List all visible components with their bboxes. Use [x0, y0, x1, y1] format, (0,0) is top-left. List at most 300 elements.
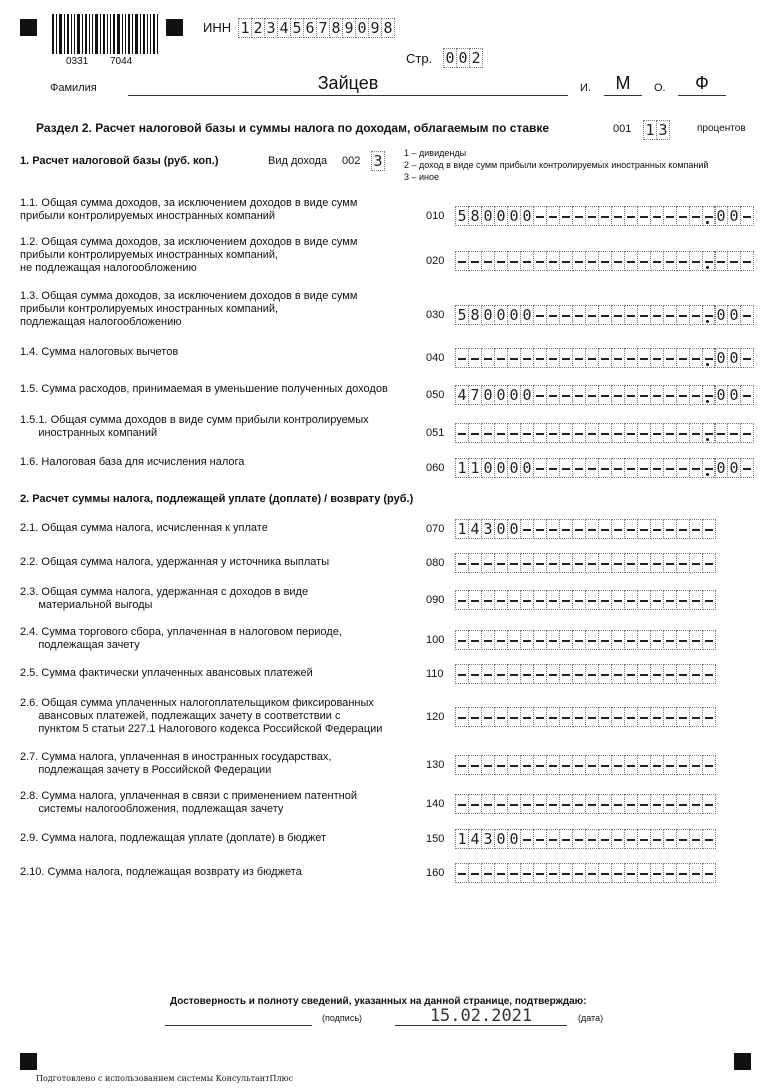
amount-digit-cell — [689, 794, 703, 814]
amount-digit-cell — [468, 251, 482, 271]
amount-digit-cell — [650, 458, 664, 478]
amount-digit-cell — [507, 755, 521, 775]
amount-digit-cell — [520, 707, 534, 727]
amount-digit-cell — [637, 755, 651, 775]
amount-digit-cell — [546, 794, 560, 814]
amount-digit-cell: 8 — [468, 305, 482, 325]
amount-digit-cell — [702, 829, 716, 849]
amount-digit-cell — [494, 755, 508, 775]
amount-digit-cell — [585, 423, 599, 443]
inn-field[interactable] — [238, 18, 394, 38]
amount-digit-cell — [533, 251, 547, 271]
amount-field[interactable] — [455, 519, 715, 539]
amount-digit-cell — [663, 385, 677, 405]
amount-digit-cell — [546, 664, 560, 684]
amount-digit-cell — [481, 348, 495, 368]
amount-digit-cell — [546, 755, 560, 775]
initial-i-value[interactable]: М — [615, 73, 631, 93]
amount-digit-cell — [455, 707, 469, 727]
amount-digit-cell — [455, 863, 469, 883]
amount-digit-cell — [611, 755, 625, 775]
amount-digit-cell — [702, 519, 716, 539]
kopeck-digit-cell — [727, 423, 741, 443]
amount-digit-cell — [481, 590, 495, 610]
amount-digit-cell — [611, 305, 625, 325]
amount-digit-cell: 0 — [494, 305, 508, 325]
amount-field[interactable] — [455, 206, 715, 226]
amount-digit-cell: 1 — [468, 458, 482, 478]
amount-digit-cell — [533, 519, 547, 539]
amount-digit-cell — [676, 206, 690, 226]
amount-digit-cell — [676, 385, 690, 405]
inn-digit-cell: 9 — [368, 18, 382, 38]
amount-digit-cell — [481, 664, 495, 684]
amount-digit-cell — [624, 423, 638, 443]
row-label: 2.3. Общая сумма налога, удержанная с доходов в виде материальной выгоды — [20, 586, 309, 611]
amount-digit-cell — [546, 630, 560, 650]
amount-digit-cell — [481, 863, 495, 883]
row-label: 2.5. Сумма фактически уплаченных авансовых платежей — [20, 667, 313, 679]
amount-digit-cell — [650, 385, 664, 405]
amount-digit-cell — [546, 590, 560, 610]
amount-digit-cell — [572, 707, 586, 727]
kopeck-digit-cell: 0 — [727, 206, 741, 226]
row-label: 1.6. Налоговая база для исчисления налога — [20, 456, 245, 468]
kopeck-digit-cell — [740, 458, 754, 478]
amount-digit-cell — [533, 794, 547, 814]
amount-digit-cell: 1 — [455, 519, 469, 539]
amount-digit-cell — [468, 423, 482, 443]
amount-digit-cell — [650, 664, 664, 684]
amount-digit-cell — [598, 707, 612, 727]
amount-digit-cell — [663, 519, 677, 539]
kopeck-digit-cell — [740, 348, 754, 368]
row-code: 100 — [426, 633, 445, 646]
amount-digit-cell — [468, 348, 482, 368]
amount-digit-cell — [637, 206, 651, 226]
amount-digit-cell — [598, 305, 612, 325]
amount-digit-cell — [533, 385, 547, 405]
amount-digit-cell: 0 — [520, 206, 534, 226]
amount-digit-cell — [559, 423, 573, 443]
amount-digit-cell — [650, 553, 664, 573]
amount-digit-cell — [663, 458, 677, 478]
amount-digit-cell — [611, 385, 625, 405]
amount-digit-cell: 5 — [455, 206, 469, 226]
amount-field[interactable] — [455, 755, 715, 775]
inn-digit-cell: 1 — [238, 18, 252, 38]
amount-digit-cell — [546, 519, 560, 539]
amount-digit-cell — [624, 590, 638, 610]
amount-digit-cell — [559, 755, 573, 775]
amount-digit-cell — [611, 630, 625, 650]
amount-digit-cell — [637, 630, 651, 650]
amount-digit-cell — [546, 385, 560, 405]
kopeck-field[interactable] — [714, 385, 753, 405]
amount-digit-cell — [676, 553, 690, 573]
amount-digit-cell — [689, 519, 703, 539]
amount-digit-cell: 0 — [494, 829, 508, 849]
amount-digit-cell — [559, 348, 573, 368]
row-code: 050 — [426, 389, 445, 401]
amount-field[interactable] — [455, 553, 715, 573]
row-label: 1.3. Общая сумма доходов, за исключением доходов в виде сумм прибыли контролируемых иностранных компаний, подлежащая налогообложению — [20, 290, 358, 328]
amount-digit-cell: 8 — [468, 206, 482, 226]
amount-digit-cell — [533, 305, 547, 325]
amount-digit-cell — [481, 423, 495, 443]
amount-field[interactable] — [455, 664, 715, 684]
income-type-field[interactable] — [371, 151, 384, 171]
amount-digit-cell — [455, 630, 469, 650]
amount-digit-cell — [598, 553, 612, 573]
amount-digit-cell — [598, 590, 612, 610]
amount-digit-cell — [585, 305, 599, 325]
amount-field[interactable] — [455, 590, 715, 610]
inn-digit-cell: 9 — [342, 18, 356, 38]
option-1: 1 – дивиденды — [404, 148, 467, 158]
amount-digit-cell — [650, 206, 664, 226]
amount-digit-cell — [637, 829, 651, 849]
amount-digit-cell — [624, 519, 638, 539]
row-label: 2.4. Сумма торгового сбора, уплаченная в налоговом периоде, подлежащая зачету — [20, 626, 342, 651]
kopeck-digit-cell — [727, 251, 741, 271]
row-label: 2.6. Общая сумма уплаченных налогоплательщиком фиксированных авансовых платежей, подлежащих зачету в соответствии с пунктом 5 статьи 227.1 Налогового кодекса Российской Федерации — [20, 697, 383, 735]
kopeck-digit-cell: 0 — [714, 206, 728, 226]
row-label: 1.5. Сумма расходов, принимаемая в уменьшение полученных доходов — [20, 383, 388, 395]
decimal-point — [706, 266, 709, 269]
amount-digit-cell — [663, 553, 677, 573]
surname-underline — [128, 95, 568, 96]
amount-digit-cell: 0 — [520, 305, 534, 325]
signature-line[interactable] — [165, 1025, 312, 1026]
amount-digit-cell — [507, 423, 521, 443]
rate-unit: процентов — [697, 123, 746, 134]
amount-digit-cell — [559, 385, 573, 405]
amount-digit-cell — [507, 553, 521, 573]
amount-digit-cell — [676, 305, 690, 325]
amount-digit-cell — [676, 863, 690, 883]
amount-digit-cell — [559, 794, 573, 814]
kopeck-digit-cell: 0 — [727, 385, 741, 405]
amount-digit-cell — [494, 863, 508, 883]
amount-digit-cell — [702, 664, 716, 684]
amount-digit-cell — [676, 458, 690, 478]
amount-digit-cell — [611, 794, 625, 814]
amount-digit-cell — [624, 863, 638, 883]
amount-field[interactable] — [455, 707, 715, 727]
kopeck-field[interactable] — [714, 348, 753, 368]
amount-field[interactable] — [455, 251, 715, 271]
amount-digit-cell — [624, 305, 638, 325]
amount-digit-cell — [676, 829, 690, 849]
amount-digit-cell — [598, 794, 612, 814]
amount-digit-cell — [598, 519, 612, 539]
kopeck-digit-cell — [714, 423, 728, 443]
amount-digit-cell — [559, 829, 573, 849]
amount-digit-cell — [650, 863, 664, 883]
amount-digit-cell — [663, 630, 677, 650]
amount-digit-cell — [455, 348, 469, 368]
amount-digit-cell — [468, 630, 482, 650]
date-line — [395, 1025, 567, 1026]
confirm-text: Достоверность и полноту сведений, указанных на данной странице, подтверждаю: — [170, 996, 587, 1007]
amount-digit-cell — [689, 630, 703, 650]
amount-digit-cell: 0 — [507, 829, 521, 849]
inn-digit-cell: 7 — [316, 18, 330, 38]
amount-digit-cell — [559, 305, 573, 325]
row-code: 030 — [426, 309, 445, 321]
amount-digit-cell — [676, 590, 690, 610]
amount-digit-cell: 3 — [481, 519, 495, 539]
amount-digit-cell — [585, 251, 599, 271]
amount-digit-cell: 0 — [520, 458, 534, 478]
amount-digit-cell — [702, 707, 716, 727]
row-code: 130 — [426, 758, 445, 771]
amount-digit-cell — [663, 348, 677, 368]
page-number-field[interactable] — [443, 48, 482, 68]
amount-digit-cell — [481, 707, 495, 727]
amount-digit-cell: 0 — [507, 385, 521, 405]
amount-digit-cell — [585, 519, 599, 539]
amount-digit-cell: 4 — [468, 829, 482, 849]
amount-digit-cell — [689, 348, 703, 368]
amount-digit-cell — [494, 423, 508, 443]
amount-digit-cell — [507, 590, 521, 610]
inn-digit-cell: 6 — [303, 18, 317, 38]
amount-digit-cell — [611, 348, 625, 368]
amount-digit-cell — [585, 630, 599, 650]
amount-digit-cell — [702, 794, 716, 814]
amount-digit-cell — [585, 590, 599, 610]
amount-digit-cell — [585, 553, 599, 573]
amount-digit-cell — [663, 794, 677, 814]
option-3: 3 – иное — [404, 172, 440, 182]
amount-digit-cell — [611, 206, 625, 226]
amount-digit-cell — [624, 794, 638, 814]
amount-digit-cell — [520, 590, 534, 610]
amount-digit-cell — [533, 553, 547, 573]
amount-digit-cell — [559, 863, 573, 883]
amount-digit-cell — [455, 794, 469, 814]
amount-digit-cell — [650, 794, 664, 814]
barcode — [52, 14, 160, 54]
amount-digit-cell — [520, 251, 534, 271]
amount-digit-cell — [598, 664, 612, 684]
amount-digit-cell — [572, 755, 586, 775]
kopeck-field[interactable] — [714, 423, 753, 443]
amount-digit-cell — [520, 630, 534, 650]
row-code: 060 — [426, 462, 445, 474]
amount-digit-cell — [689, 590, 703, 610]
amount-digit-cell — [455, 553, 469, 573]
amount-digit-cell — [546, 458, 560, 478]
amount-digit-cell — [481, 251, 495, 271]
amount-digit-cell: 1 — [455, 829, 469, 849]
amount-digit-cell — [481, 630, 495, 650]
amount-digit-cell — [702, 630, 716, 650]
amount-digit-cell — [689, 664, 703, 684]
amount-digit-cell: 0 — [481, 305, 495, 325]
page-digit-cell: 0 — [443, 48, 457, 68]
decimal-point — [706, 438, 709, 441]
kopeck-field[interactable] — [714, 251, 753, 271]
amount-digit-cell — [689, 385, 703, 405]
amount-digit-cell — [689, 458, 703, 478]
amount-digit-cell — [624, 251, 638, 271]
amount-digit-cell — [663, 590, 677, 610]
amount-digit-cell — [533, 348, 547, 368]
amount-digit-cell — [689, 553, 703, 573]
decimal-point — [706, 473, 709, 476]
amount-digit-cell: 0 — [494, 385, 508, 405]
amount-field[interactable] — [455, 630, 715, 650]
kopeck-digit-cell — [740, 251, 754, 271]
amount-digit-cell — [598, 423, 612, 443]
amount-digit-cell — [689, 829, 703, 849]
amount-digit-cell — [676, 348, 690, 368]
amount-digit-cell: 3 — [481, 829, 495, 849]
amount-digit-cell — [598, 251, 612, 271]
row-code: 040 — [426, 352, 445, 364]
amount-digit-cell — [689, 305, 703, 325]
page-digit-cell: 2 — [469, 48, 483, 68]
amount-digit-cell — [689, 251, 703, 271]
kopeck-field[interactable] — [714, 206, 753, 226]
amount-digit-cell — [689, 206, 703, 226]
amount-digit-cell: 7 — [468, 385, 482, 405]
row-label: 2.8. Сумма налога, уплаченная в связи с применением патентной системы налогообложения, подлежащая зачету — [20, 790, 357, 815]
kopeck-field[interactable] — [714, 458, 753, 478]
credit-text: Подготовлено с использованием системы КонсультантПлюс — [36, 1074, 294, 1083]
amount-digit-cell — [676, 794, 690, 814]
amount-digit-cell — [637, 251, 651, 271]
amount-digit-cell: 0 — [494, 519, 508, 539]
row-code: 090 — [426, 593, 445, 606]
amount-field[interactable] — [455, 423, 715, 443]
amount-digit-cell — [624, 664, 638, 684]
amount-digit-cell — [546, 423, 560, 443]
amount-digit-cell — [650, 423, 664, 443]
amount-digit-cell — [520, 863, 534, 883]
amount-digit-cell: 0 — [481, 458, 495, 478]
initial-i-underline — [604, 95, 642, 96]
row-label: 2.7. Сумма налога, уплаченная в иностранных государствах, подлежащая зачету в Российской Федерации — [20, 751, 332, 776]
amount-digit-cell — [572, 251, 586, 271]
amount-digit-cell — [494, 553, 508, 573]
amount-digit-cell — [663, 251, 677, 271]
amount-digit-cell — [507, 251, 521, 271]
amount-digit-cell — [650, 630, 664, 650]
amount-digit-cell — [637, 863, 651, 883]
amount-digit-cell — [572, 206, 586, 226]
inn-digit-cell: 8 — [381, 18, 395, 38]
row-code: 150 — [426, 833, 445, 845]
amount-digit-cell — [468, 664, 482, 684]
amount-digit-cell — [637, 519, 651, 539]
amount-digit-cell — [663, 707, 677, 727]
amount-digit-cell — [663, 755, 677, 775]
amount-digit-cell — [455, 251, 469, 271]
income-type-code: 002 — [342, 155, 361, 167]
kopeck-digit-cell: 0 — [714, 458, 728, 478]
amount-digit-cell — [520, 348, 534, 368]
amount-digit-cell: 4 — [455, 385, 469, 405]
amount-field[interactable] — [455, 305, 715, 325]
amount-field[interactable] — [455, 458, 715, 478]
date-value[interactable]: 15.02.2021 — [429, 1006, 533, 1026]
amount-field[interactable] — [455, 348, 715, 368]
row-code: 010 — [426, 209, 445, 222]
amount-digit-cell — [637, 385, 651, 405]
amount-digit-cell — [468, 755, 482, 775]
amount-digit-cell — [611, 251, 625, 271]
amount-digit-cell — [598, 458, 612, 478]
amount-digit-cell — [637, 305, 651, 325]
amount-digit-cell — [559, 206, 573, 226]
amount-digit-cell — [559, 664, 573, 684]
amount-digit-cell — [637, 423, 651, 443]
kopeck-field[interactable] — [714, 305, 753, 325]
kopeck-digit-cell: 0 — [714, 385, 728, 405]
amount-digit-cell — [585, 863, 599, 883]
amount-digit-cell — [559, 458, 573, 478]
row-code: 020 — [426, 255, 445, 267]
inn-digit-cell: 8 — [329, 18, 343, 38]
amount-digit-cell: 0 — [507, 305, 521, 325]
amount-digit-cell — [520, 664, 534, 684]
amount-digit-cell — [611, 519, 625, 539]
amount-digit-cell — [520, 829, 534, 849]
amount-digit-cell — [546, 707, 560, 727]
amount-digit-cell — [559, 519, 573, 539]
amount-field[interactable] — [455, 829, 715, 849]
amount-digit-cell — [650, 348, 664, 368]
amount-digit-cell — [546, 553, 560, 573]
initial-o-label: О. — [654, 82, 666, 94]
amount-digit-cell: 0 — [520, 385, 534, 405]
amount-digit-cell — [598, 348, 612, 368]
surname-value[interactable]: Зайцев — [317, 73, 379, 93]
amount-digit-cell: 0 — [507, 519, 521, 539]
amount-digit-cell — [533, 458, 547, 478]
amount-digit-cell — [598, 755, 612, 775]
amount-digit-cell — [481, 755, 495, 775]
amount-digit-cell — [559, 553, 573, 573]
initial-o-value[interactable]: Ф — [695, 73, 709, 93]
page-label: Стр. — [406, 51, 433, 66]
rate-field[interactable] — [643, 120, 669, 140]
amount-digit-cell — [494, 707, 508, 727]
row-code: 140 — [426, 797, 445, 810]
row-label: 1.2. Общая сумма доходов, за исключением доходов в виде сумм прибыли контролируемых иностранных компаний, не подлежащая налогообложению — [20, 236, 358, 274]
corner-marker — [166, 19, 183, 36]
page-digit-cell: 0 — [456, 48, 470, 68]
amount-digit-cell — [520, 553, 534, 573]
amount-digit-cell — [598, 630, 612, 650]
amount-digit-cell — [481, 794, 495, 814]
amount-digit-cell — [637, 590, 651, 610]
amount-digit-cell — [572, 829, 586, 849]
amount-field[interactable] — [455, 863, 715, 883]
amount-field[interactable] — [455, 385, 715, 405]
part1-title: 1. Расчет налоговой базы (руб. коп.) — [20, 155, 219, 167]
amount-field[interactable] — [455, 794, 715, 814]
income-type-options — [404, 147, 708, 183]
amount-digit-cell — [624, 458, 638, 478]
amount-digit-cell: 4 — [468, 519, 482, 539]
inn-digit-cell: 4 — [277, 18, 291, 38]
amount-digit-cell — [702, 863, 716, 883]
